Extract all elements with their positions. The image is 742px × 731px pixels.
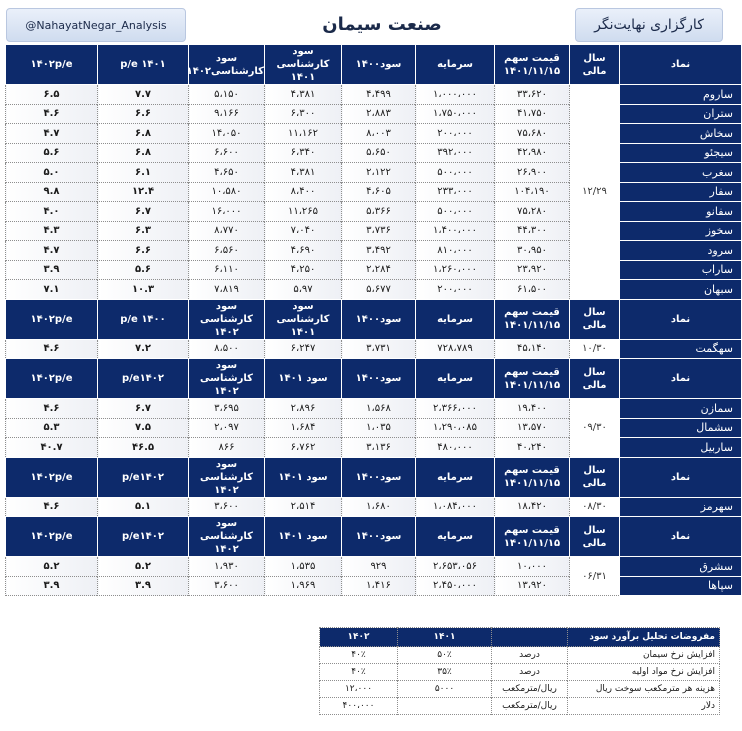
capital-cell: ۲۰۰،۰۰۰ <box>416 124 495 144</box>
pe-2-cell: ۳.۹ <box>6 260 98 280</box>
profit-1401-header: سود کارشناسی ۱۴۰۱ <box>265 45 342 85</box>
profit-1402-cell: ۱،۹۳۰ <box>189 557 265 577</box>
table-row <box>6 399 742 419</box>
symbol-cell: سخاش <box>620 124 742 144</box>
profit-1400-header: سود۱۴۰۰ <box>342 45 416 85</box>
profit-1400-cell: ۸،۰۰۳ <box>342 124 416 144</box>
profit-1400-cell: ۳،۱۳۶ <box>342 438 416 458</box>
profit-1402-header: سود کارشناسی ۱۴۰۲ <box>189 517 265 557</box>
pe-2-header: ۱۴۰۲p/e <box>6 457 98 497</box>
capital-cell: ۱،۷۵۰،۰۰۰ <box>416 104 495 124</box>
table-row <box>6 124 742 144</box>
assumption-label: افزایش نرخ مواد اولیه <box>568 664 720 681</box>
profit-1400-cell: ۲،۱۲۲ <box>342 163 416 183</box>
pe-1-cell: ۱۲.۴ <box>98 182 189 202</box>
pe-1-header: p/e ۱۴۰۰ <box>98 299 189 339</box>
pe-2-cell: ۴.۰ <box>6 202 98 222</box>
fiscal-year-header: سال مالی <box>570 517 620 557</box>
pe-1-cell: ۴۶.۵ <box>98 438 189 458</box>
fiscal-year-header: سال مالی <box>570 299 620 339</box>
table-row <box>6 438 742 458</box>
pe-1-header: p/e۱۴۰۲ <box>98 359 189 399</box>
pe-2-cell: ۵.۰ <box>6 163 98 183</box>
assumption-1402: ۴۰٪ <box>320 664 398 681</box>
pe-1-cell: ۵.۲ <box>98 557 189 577</box>
profit-1402-cell: ۷،۸۱۹ <box>189 280 265 300</box>
table-row <box>6 576 742 596</box>
profit-1402-cell: ۶،۱۱۰ <box>189 260 265 280</box>
pe-2-cell: ۶.۵ <box>6 85 98 105</box>
assumption-row <box>320 681 720 698</box>
assumption-1402: ۱۲،۰۰۰ <box>320 681 398 698</box>
group-header-row <box>6 45 742 85</box>
table-row <box>6 85 742 105</box>
profit-1402-header: سود کارشناسی ۱۴۰۲ <box>189 299 265 339</box>
profit-1402-cell: ۱۶،۰۰۰ <box>189 202 265 222</box>
assumption-row <box>320 647 720 664</box>
fiscal-year-cell: ۱۲/۲۹ <box>570 85 620 300</box>
profit-1400-cell: ۹۲۹ <box>342 557 416 577</box>
profit-1400-cell: ۳،۷۳۱ <box>342 339 416 359</box>
profit-1401-cell: ۵،۹۷ <box>265 280 342 300</box>
profit-1401-cell: ۸،۴۰۰ <box>265 182 342 202</box>
assumption-1401: ۵۰۰۰ <box>398 681 492 698</box>
profit-1402-cell: ۳،۶۰۰ <box>189 576 265 596</box>
group-header-row <box>6 299 742 339</box>
profit-1400-header: سود۱۴۰۰ <box>342 517 416 557</box>
profit-1400-cell: ۴،۶۰۵ <box>342 182 416 202</box>
profit-1401-cell: ۶،۳۴۰ <box>265 143 342 163</box>
pe-2-header: ۱۴۰۲p/e <box>6 359 98 399</box>
group-header-row <box>6 517 742 557</box>
table-row <box>6 497 742 517</box>
profit-1402-header: سود کارشناسی ۱۴۰۲ <box>189 359 265 399</box>
capital-cell: ۲،۳۶۶،۰۰۰ <box>416 399 495 419</box>
profit-1400-cell: ۱،۶۸۰ <box>342 497 416 517</box>
pe-2-cell: ۵.۳ <box>6 418 98 438</box>
price-header: قیمت سهم ۱۴۰۱/۱۱/۱۵ <box>495 359 570 399</box>
assumption-1402: ۴۰۰،۰۰۰ <box>320 698 398 715</box>
profit-1402-cell: ۲،۰۹۷ <box>189 418 265 438</box>
price-header: قیمت سهم ۱۴۰۱/۱۱/۱۵ <box>495 299 570 339</box>
assumption-label: هزینه هر مترمکعب سوخت ریال <box>568 681 720 698</box>
capital-header: سرمایه <box>416 359 495 399</box>
assumption-unit: ریال/مترمکعب <box>492 681 568 698</box>
pe-2-header: ۱۴۰۲p/e <box>6 517 98 557</box>
fiscal-year-header: سال مالی <box>570 45 620 85</box>
symbol-cell: سپاها <box>620 576 742 596</box>
assumption-1402: ۴۰٪ <box>320 647 398 664</box>
price-cell: ۴۰،۲۴۰ <box>495 438 570 458</box>
pe-2-cell: ۴.۶ <box>6 497 98 517</box>
profit-1401-cell: ۴،۳۸۱ <box>265 163 342 183</box>
profit-1401-cell: ۶،۳۰۰ <box>265 104 342 124</box>
pe-2-cell: ۳.۹ <box>6 576 98 596</box>
fiscal-year-header: سال مالی <box>570 359 620 399</box>
profit-1401-cell: ۷،۰۴۰ <box>265 221 342 241</box>
table-row <box>6 221 742 241</box>
profit-1400-cell: ۳،۷۳۶ <box>342 221 416 241</box>
profit-1401-header: سود کارشناسی ۱۴۰۱ <box>265 299 342 339</box>
pe-2-cell: ۴.۶ <box>6 399 98 419</box>
profit-1400-cell: ۱،۰۳۵ <box>342 418 416 438</box>
channel-handle: @NahayatNegar_Analysis <box>6 8 186 42</box>
price-cell: ۱۳،۵۷۰ <box>495 418 570 438</box>
profit-1400-cell: ۴،۴۹۹ <box>342 85 416 105</box>
pe-1-cell: ۶.۷ <box>98 399 189 419</box>
profit-1401-cell: ۶،۲۴۷ <box>265 339 342 359</box>
pe-1-cell: ۶.۶ <box>98 241 189 261</box>
table-row <box>6 163 742 183</box>
assumptions-col-1401: ۱۴۰۱ <box>398 628 492 647</box>
capital-cell: ۸۱۰،۰۰۰ <box>416 241 495 261</box>
table-row <box>6 143 742 163</box>
profit-1400-cell: ۵،۶۷۷ <box>342 280 416 300</box>
price-header: قیمت سهم ۱۴۰۱/۱۱/۱۵ <box>495 457 570 497</box>
assumption-row <box>320 698 720 715</box>
symbol-cell: ساربیل <box>620 438 742 458</box>
profit-1400-cell: ۵،۶۵۰ <box>342 143 416 163</box>
pe-1-cell: ۶.۸ <box>98 124 189 144</box>
price-cell: ۷۵،۲۸۰ <box>495 202 570 222</box>
capital-cell: ۱،۲۶۰،۰۰۰ <box>416 260 495 280</box>
pe-1-cell: ۶.۸ <box>98 143 189 163</box>
profit-1402-cell: ۸،۵۰۰ <box>189 339 265 359</box>
capital-cell: ۲،۶۵۳،۰۵۶ <box>416 557 495 577</box>
price-cell: ۴۲،۹۸۰ <box>495 143 570 163</box>
table-row <box>6 557 742 577</box>
pe-1-cell: ۷.۲ <box>98 339 189 359</box>
assumptions-table <box>319 627 720 715</box>
profit-1400-cell: ۵،۳۶۶ <box>342 202 416 222</box>
capital-cell: ۲۰۰،۰۰۰ <box>416 280 495 300</box>
symbol-header: نماد <box>620 517 742 557</box>
profit-1402-cell: ۱۴،۰۵۰ <box>189 124 265 144</box>
pe-1-cell: ۷.۷ <box>98 85 189 105</box>
profit-1402-cell: ۶،۶۰۰ <box>189 143 265 163</box>
table-row <box>6 280 742 300</box>
pe-1-cell: ۶.۷ <box>98 202 189 222</box>
pe-2-cell: ۷.۱ <box>6 280 98 300</box>
capital-cell: ۱،۰۸۴،۰۰۰ <box>416 497 495 517</box>
capital-header: سرمایه <box>416 517 495 557</box>
symbol-cell: سفار <box>620 182 742 202</box>
symbol-header: نماد <box>620 359 742 399</box>
pe-2-cell: ۴.۶ <box>6 339 98 359</box>
pe-2-cell: ۴.۷ <box>6 241 98 261</box>
profit-1400-header: سود۱۴۰۰ <box>342 457 416 497</box>
profit-1402-header: سود کارشناسی ۱۴۰۲ <box>189 457 265 497</box>
profit-1400-cell: ۲،۲۸۴ <box>342 260 416 280</box>
table-row <box>6 418 742 438</box>
price-cell: ۶۱،۵۰۰ <box>495 280 570 300</box>
cement-table <box>5 44 742 596</box>
pe-2-cell: ۴.۶ <box>6 104 98 124</box>
profit-1401-cell: ۱،۹۶۹ <box>265 576 342 596</box>
assumptions-title: مفروضات تحلیل برآورد سود <box>568 628 720 647</box>
profit-1402-cell: ۳،۶۹۵ <box>189 399 265 419</box>
symbol-header: نماد <box>620 457 742 497</box>
capital-cell: ۱،۴۰۰،۰۰۰ <box>416 221 495 241</box>
pe-2-cell: ۹.۸ <box>6 182 98 202</box>
profit-1400-header: سود۱۴۰۰ <box>342 359 416 399</box>
pe-2-header: ۱۴۰۲p/e <box>6 299 98 339</box>
pe-1-cell: ۵.۱ <box>98 497 189 517</box>
price-cell: ۲۶،۹۰۰ <box>495 163 570 183</box>
table-row <box>6 182 742 202</box>
profit-1401-cell: ۴،۶۹۰ <box>265 241 342 261</box>
symbol-cell: سشرق <box>620 557 742 577</box>
table-row <box>6 260 742 280</box>
capital-header: سرمایه <box>416 299 495 339</box>
capital-cell: ۲،۴۵۰،۰۰۰ <box>416 576 495 596</box>
symbol-cell: سیجئو <box>620 143 742 163</box>
capital-cell: ۱،۰۰۰،۰۰۰ <box>416 85 495 105</box>
pe-1-cell: ۵.۶ <box>98 260 189 280</box>
assumptions-unit-head <box>492 628 568 647</box>
table-row <box>6 104 742 124</box>
symbol-cell: سرود <box>620 241 742 261</box>
profit-1402-cell: ۳،۶۰۰ <box>189 497 265 517</box>
profit-1400-cell: ۳،۴۹۲ <box>342 241 416 261</box>
profit-1401-header: سود ۱۴۰۱ <box>265 359 342 399</box>
profit-1400-cell: ۱،۴۱۶ <box>342 576 416 596</box>
symbol-cell: سفانو <box>620 202 742 222</box>
symbol-cell: ساراب <box>620 260 742 280</box>
profit-1401-cell: ۴،۲۵۰ <box>265 260 342 280</box>
pe-2-cell: ۴.۷ <box>6 124 98 144</box>
price-header: قیمت سهم ۱۴۰۱/۱۱/۱۵ <box>495 517 570 557</box>
profit-1401-cell: ۴،۳۸۱ <box>265 85 342 105</box>
fiscal-year-cell: ۱۰/۳۰ <box>570 339 620 359</box>
capital-cell: ۲۳۳،۰۰۰ <box>416 182 495 202</box>
price-cell: ۱۸،۴۲۰ <box>495 497 570 517</box>
pe-2-cell: ۵.۶ <box>6 143 98 163</box>
symbol-header: نماد <box>620 45 742 85</box>
profit-1402-cell: ۸۶۶ <box>189 438 265 458</box>
price-cell: ۷۵،۶۸۰ <box>495 124 570 144</box>
symbol-cell: سخوز <box>620 221 742 241</box>
symbol-cell: سبهان <box>620 280 742 300</box>
group-header-row <box>6 457 742 497</box>
profit-1401-cell: ۱،۶۸۴ <box>265 418 342 438</box>
symbol-cell: سهرمز <box>620 497 742 517</box>
capital-cell: ۱،۲۹۰،۰۸۵ <box>416 418 495 438</box>
price-cell: ۱۰،۰۰۰ <box>495 557 570 577</box>
capital-cell: ۴۸۰،۰۰۰ <box>416 438 495 458</box>
profit-1401-cell: ۱،۵۳۵ <box>265 557 342 577</box>
profit-1400-cell: ۱،۵۶۸ <box>342 399 416 419</box>
assumption-1401: ۵۰٪ <box>398 647 492 664</box>
price-cell: ۴۴،۳۰۰ <box>495 221 570 241</box>
profit-1402-cell: ۵،۱۵۰ <box>189 85 265 105</box>
profit-1401-cell: ۱۱،۲۶۵ <box>265 202 342 222</box>
pe-2-header: ۱۴۰۲p/e <box>6 45 98 85</box>
profit-1401-cell: ۲،۸۹۶ <box>265 399 342 419</box>
pe-2-cell: ۵.۲ <box>6 557 98 577</box>
pe-1-header: p/e۱۴۰۲ <box>98 457 189 497</box>
pe-1-cell: ۳.۹ <box>98 576 189 596</box>
price-cell: ۴۵،۱۴۰ <box>495 339 570 359</box>
price-cell: ۱۹،۴۰۰ <box>495 399 570 419</box>
profit-1402-cell: ۱۰،۵۸۰ <box>189 182 265 202</box>
pe-1-header: p/e۱۴۰۲ <box>98 517 189 557</box>
capital-header: سرمایه <box>416 457 495 497</box>
profit-1402-cell: ۹،۱۶۶ <box>189 104 265 124</box>
assumption-label: افزایش نرخ سیمان <box>568 647 720 664</box>
pe-1-cell: ۶.۱ <box>98 163 189 183</box>
price-cell: ۱۰۴،۱۹۰ <box>495 182 570 202</box>
symbol-cell: سمازن <box>620 399 742 419</box>
profit-1402-cell: ۴،۶۵۰ <box>189 163 265 183</box>
pe-1-cell: ۱۰.۳ <box>98 280 189 300</box>
fiscal-year-cell: ۰۹/۳۰ <box>570 399 620 458</box>
profit-1401-cell: ۱۱،۱۶۲ <box>265 124 342 144</box>
symbol-cell: سغرب <box>620 163 742 183</box>
assumptions-col-1402: ۱۴۰۲ <box>320 628 398 647</box>
assumption-1401: ۳۵٪ <box>398 664 492 681</box>
symbol-cell: سهگمت <box>620 339 742 359</box>
assumption-unit: درصد <box>492 664 568 681</box>
symbol-cell: ساروم <box>620 85 742 105</box>
profit-1400-cell: ۲،۸۸۳ <box>342 104 416 124</box>
fiscal-year-header: سال مالی <box>570 457 620 497</box>
pe-1-cell: ۷.۵ <box>98 418 189 438</box>
assumption-label: دلار <box>568 698 720 715</box>
capital-cell: ۳۹۲،۰۰۰ <box>416 143 495 163</box>
profit-1400-header: سود۱۴۰۰ <box>342 299 416 339</box>
pe-1-cell: ۶.۶ <box>98 104 189 124</box>
capital-cell: ۵۰۰،۰۰۰ <box>416 202 495 222</box>
table-row <box>6 241 742 261</box>
symbol-header: نماد <box>620 299 742 339</box>
profit-1401-header: سود ۱۴۰۱ <box>265 457 342 497</box>
capital-cell: ۵۰۰،۰۰۰ <box>416 163 495 183</box>
assumption-unit: ریال/مترمکعب <box>492 698 568 715</box>
price-cell: ۳۳،۶۲۰ <box>495 85 570 105</box>
profit-1402-cell: ۶،۵۶۰ <box>189 241 265 261</box>
capital-header: سرمایه <box>416 45 495 85</box>
table-row <box>6 202 742 222</box>
assumption-unit: درصد <box>492 647 568 664</box>
price-cell: ۳۰،۹۵۰ <box>495 241 570 261</box>
assumption-1401 <box>398 698 492 715</box>
table-row <box>6 339 742 359</box>
pe-2-cell: ۴.۳ <box>6 221 98 241</box>
fiscal-year-cell: ۰۸/۳۰ <box>570 497 620 517</box>
pe-1-cell: ۶.۳ <box>98 221 189 241</box>
price-cell: ۴۱،۷۵۰ <box>495 104 570 124</box>
profit-1402-header: سود کارشناسی۱۴۰۲ <box>189 45 265 85</box>
price-header: قیمت سهم ۱۴۰۱/۱۱/۱۵ <box>495 45 570 85</box>
profit-1401-cell: ۶،۷۶۲ <box>265 438 342 458</box>
profit-1401-header: سود ۱۴۰۱ <box>265 517 342 557</box>
pe-2-cell: ۴۰.۷ <box>6 438 98 458</box>
assumption-row <box>320 664 720 681</box>
page-title: صنعت سیمان <box>322 13 442 35</box>
symbol-cell: سشمال <box>620 418 742 438</box>
price-cell: ۱۳،۹۲۰ <box>495 576 570 596</box>
fiscal-year-cell: ۰۶/۳۱ <box>570 557 620 596</box>
brand-label: کارگزاری نهایت‌نگر <box>575 8 723 42</box>
price-cell: ۲۳،۹۲۰ <box>495 260 570 280</box>
symbol-cell: ستران <box>620 104 742 124</box>
profit-1401-cell: ۲،۵۱۴ <box>265 497 342 517</box>
pe-1-header: p/e ۱۴۰۱ <box>98 45 189 85</box>
profit-1402-cell: ۸،۷۷۰ <box>189 221 265 241</box>
capital-cell: ۷۲۸،۷۸۹ <box>416 339 495 359</box>
group-header-row <box>6 359 742 399</box>
